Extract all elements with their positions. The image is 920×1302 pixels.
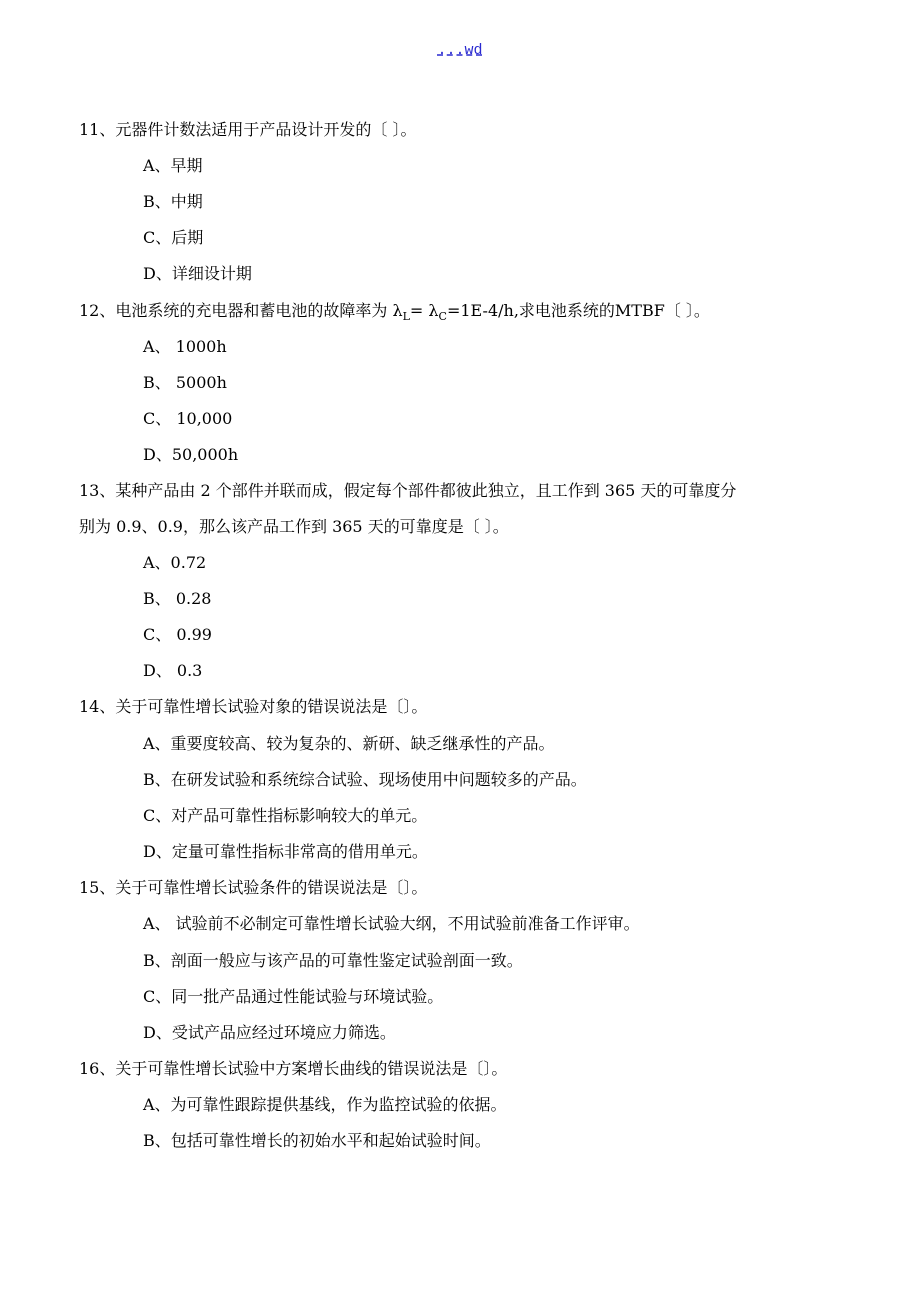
option-11-b: B、中期 <box>143 192 203 211</box>
option-12-a: A、 1000h <box>143 337 227 356</box>
option-12-c: C、 10,000 <box>143 409 233 428</box>
option-11-d: D、详细设计期 <box>143 264 252 283</box>
option-13-a: A、0.72 <box>143 553 207 572</box>
option-15-b: B、剖面一般应与该产品的可靠性鉴定试验剖面一致。 <box>143 951 523 970</box>
page-header <box>0 42 920 59</box>
question-12-text-mid: = λ <box>409 301 439 320</box>
question-12-text-before: 12、电池系统的充电器和蓄电池的故障率为 λ <box>79 301 403 320</box>
option-11-c: C、后期 <box>143 228 204 247</box>
question-13-line-2: 别为 0.9、0.9，那么该产品工作到 365 天的可靠度是〔 〕。 <box>79 517 509 536</box>
option-13-b: B、 0.28 <box>143 589 212 608</box>
option-13-c: C、 0.99 <box>143 625 212 644</box>
option-15-d: D、受试产品应经过环境应力筛选。 <box>143 1023 396 1042</box>
question-12 <box>79 301 710 327</box>
header-link[interactable]: ...wd <box>437 42 483 59</box>
option-13-d: D、 0.3 <box>143 661 203 680</box>
question-14: 14、关于可靠性增长试验对象的错误说法是〔〕。 <box>79 697 428 716</box>
option-12-d: D、50,000h <box>143 445 239 464</box>
option-15-c: C、同一批产品通过性能试验与环境试验。 <box>143 987 444 1006</box>
question-13-line-1: 13、某种产品由 2 个部件并联而成，假定每个部件都彼此独立，且工作到 365 天的可靠度分 <box>79 481 737 500</box>
option-15-a: A、 试验前不必制定可靠性增长试验大纲，不用试验前准备工作评审。 <box>143 914 640 933</box>
subscript-c: C <box>438 310 447 323</box>
question-16: 16、关于可靠性增长试验中方案增长曲线的错误说法是〔〕。 <box>79 1059 508 1078</box>
subscript-l: L <box>402 310 410 323</box>
question-15: 15、关于可靠性增长试验条件的错误说法是〔〕。 <box>79 878 428 897</box>
question-12-text-after: =1E-4/h,求电池系统的MTBF〔 〕。 <box>446 301 710 320</box>
option-14-a: A、重要度较高、较为复杂的、新研、缺乏继承性的产品。 <box>143 734 555 753</box>
option-12-b: B、 5000h <box>143 373 227 392</box>
option-11-a: A、早期 <box>143 156 203 175</box>
option-16-b: B、包括可靠性增长的初始水平和起始试验时间。 <box>143 1131 491 1150</box>
option-14-c: C、对产品可靠性指标影响较大的单元。 <box>143 806 428 825</box>
question-11: 11、元器件计数法适用于产品设计开发的〔 〕。 <box>79 120 417 139</box>
option-14-d: D、定量可靠性指标非常高的借用单元。 <box>143 842 428 861</box>
option-14-b: B、在研发试验和系统综合试验、现场使用中问题较多的产品。 <box>143 770 587 789</box>
option-16-a: A、为可靠性跟踪提供基线，作为监控试验的依据。 <box>143 1095 507 1114</box>
